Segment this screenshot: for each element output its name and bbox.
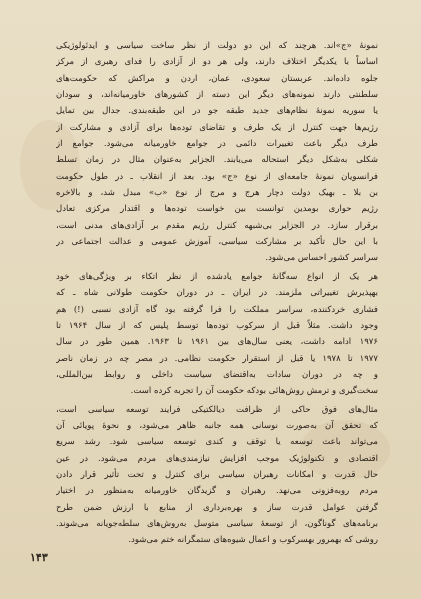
text-line: برنامه‌های گوناگون، از توسعهٔ سیاسی متوسل به‌روش‌های سلطه‌جویانه می‌شوند.	[56, 518, 378, 529]
text-line: اساساً با یکدیگر اختلاف دارند، ولی هر دو از آزادی را فدای رهبری از مرکز	[56, 57, 378, 68]
text-line: اقتصادی و تکنولوژیک موجب افزایش نیازمندی‌های مردم می‌شود. در عین	[56, 453, 378, 464]
text-line: رژیم حواری بومدین توانست بین خواست توده‌ها و اقتدار مرکزی تعادل	[56, 204, 378, 215]
body-text	[56, 38, 378, 549]
text-line: مردم روبه‌فزونی می‌نهد. رهبران و گزیدگان خاورمیانه به‌منظور در اختیار	[56, 486, 378, 497]
text-line: ۱۹۷۷ تا ۱۹۷۸ یا قبل از استقرار حکومت نظامی. در مصر چه در زمان ناصر	[56, 353, 378, 364]
text-line: طرف دیگر باعث تغییرات دائمی در جوامع خاورمیانه می‌شود. جوامع از	[56, 139, 378, 150]
text-line: نمونهٔ «ج»اند. هرچند که این دو دولت از نظر ساخت سیاسی و ایدئولوژیکی	[56, 41, 378, 51]
text-line: با این حال تأکید بر مشارکت سیاسی، آموزش عمومی و عدالت اجتماعی در	[56, 237, 378, 248]
text-line: می‌تواند باعث توسعه یا توقف و کندی توسعه سیاسی شود. رشد سریع	[56, 437, 378, 448]
text-line: سلطنتی دارند نمونه‌های دیگر این دسته از کشورهای خاورمیانه‌اند، و سودان	[56, 90, 378, 101]
text-line: وجود داشت. مثلاً قبل از سرکوب توده‌ها توسط پلیس که از سال ۱۹۶۴ تا	[56, 320, 378, 331]
text-line: سخت‌گیری و ترمش روش‌هائی بودکه حکومت آن را تجربه کرده است.	[130, 386, 378, 397]
text-line: رژیم‌ها جهت کنترل از یک طرف و تقاضای توده‌ها برای آزادی و مشارکت از	[56, 122, 378, 133]
text-line: و چه در دوران سادات به‌اقتضای سیاست داخلی و روابط بین‌المللی،	[56, 369, 378, 380]
paragraph-3	[56, 402, 378, 549]
text-line: بن بلا ـ بهیک دولت دچار هرج و مرج از نوع «ب» مبدل شد، و بالاخره	[56, 188, 378, 199]
text-line: هر یک از انواع سه‌گانهٔ جوامع یادشده از نظر اتکاء بر ویژگی‌های خود	[56, 271, 378, 282]
text-line: برقرار سازد. در الجزایر بی‌شبهه کنترل رژیم مقدم بر آزادی‌های مدنی است،	[56, 220, 378, 231]
text-line: سراسر کشور احساس می‌شود.	[265, 253, 378, 264]
page-number: ۱۴۳	[30, 551, 48, 564]
text-line: فرانسویان نمونهٔ جامعه‌ای از نوع «ج» بود. بعد از انقلاب ـ در طول حکومت	[56, 171, 378, 182]
text-line: ۱۹۷۶ ادامه داشت، یعنی سال‌های بین ۱۹۶۱ تا ۱۹۶۳. همین طور در سال	[56, 337, 378, 348]
text-line: بهپذیرش تغییراتی ملزمند. در ایران ـ در دوران حکومت طولانی شاه ـ که	[56, 288, 378, 299]
text-line: مثال‌های فوق حاکی از ظرافت دیالکتیکی فرایند توسعه سیاسی است،	[56, 404, 378, 415]
paragraph-2	[56, 269, 378, 400]
paragraph-1	[56, 38, 378, 267]
text-line: گرفتن عوامل قدرت ساز و بهره‌برداری از منابع با ارزش ضمن طرح	[56, 502, 378, 513]
text-line: شکلی به‌شکل دیگر استحاله می‌یابند. الجزایر به‌عنوان مثال در زمان تسلط	[56, 155, 378, 166]
text-line: یا سوریه نمونهٔ نظام‌های جدید طبقه جو در این طبقه‌بندی. جدال بین تمایل	[56, 106, 378, 117]
text-line: که تحقق آن به‌صورت نوسانی همه جانبه ظاهر می‌شود، و نحوهٔ پویائی آن	[56, 420, 378, 431]
text-line: جلوه داده‌اند. عربستان سعودی، عمان، اردن و مراکش که حکومت‌های	[56, 73, 378, 84]
text-line: روشی که بهمرور بهسرکوب و اعمال شیوه‌های ستمگرانه ختم می‌شود.	[128, 535, 378, 546]
text-line: حال قدرت و امکانات رهبران سیاسی برای کنترل و تحت تأثیر قرار دادن	[56, 469, 378, 480]
text-line: فشاری خردکننده، سراسر مملکت را فرا گرفته بود گاه آزادی نسبی (!) هم	[56, 304, 378, 315]
